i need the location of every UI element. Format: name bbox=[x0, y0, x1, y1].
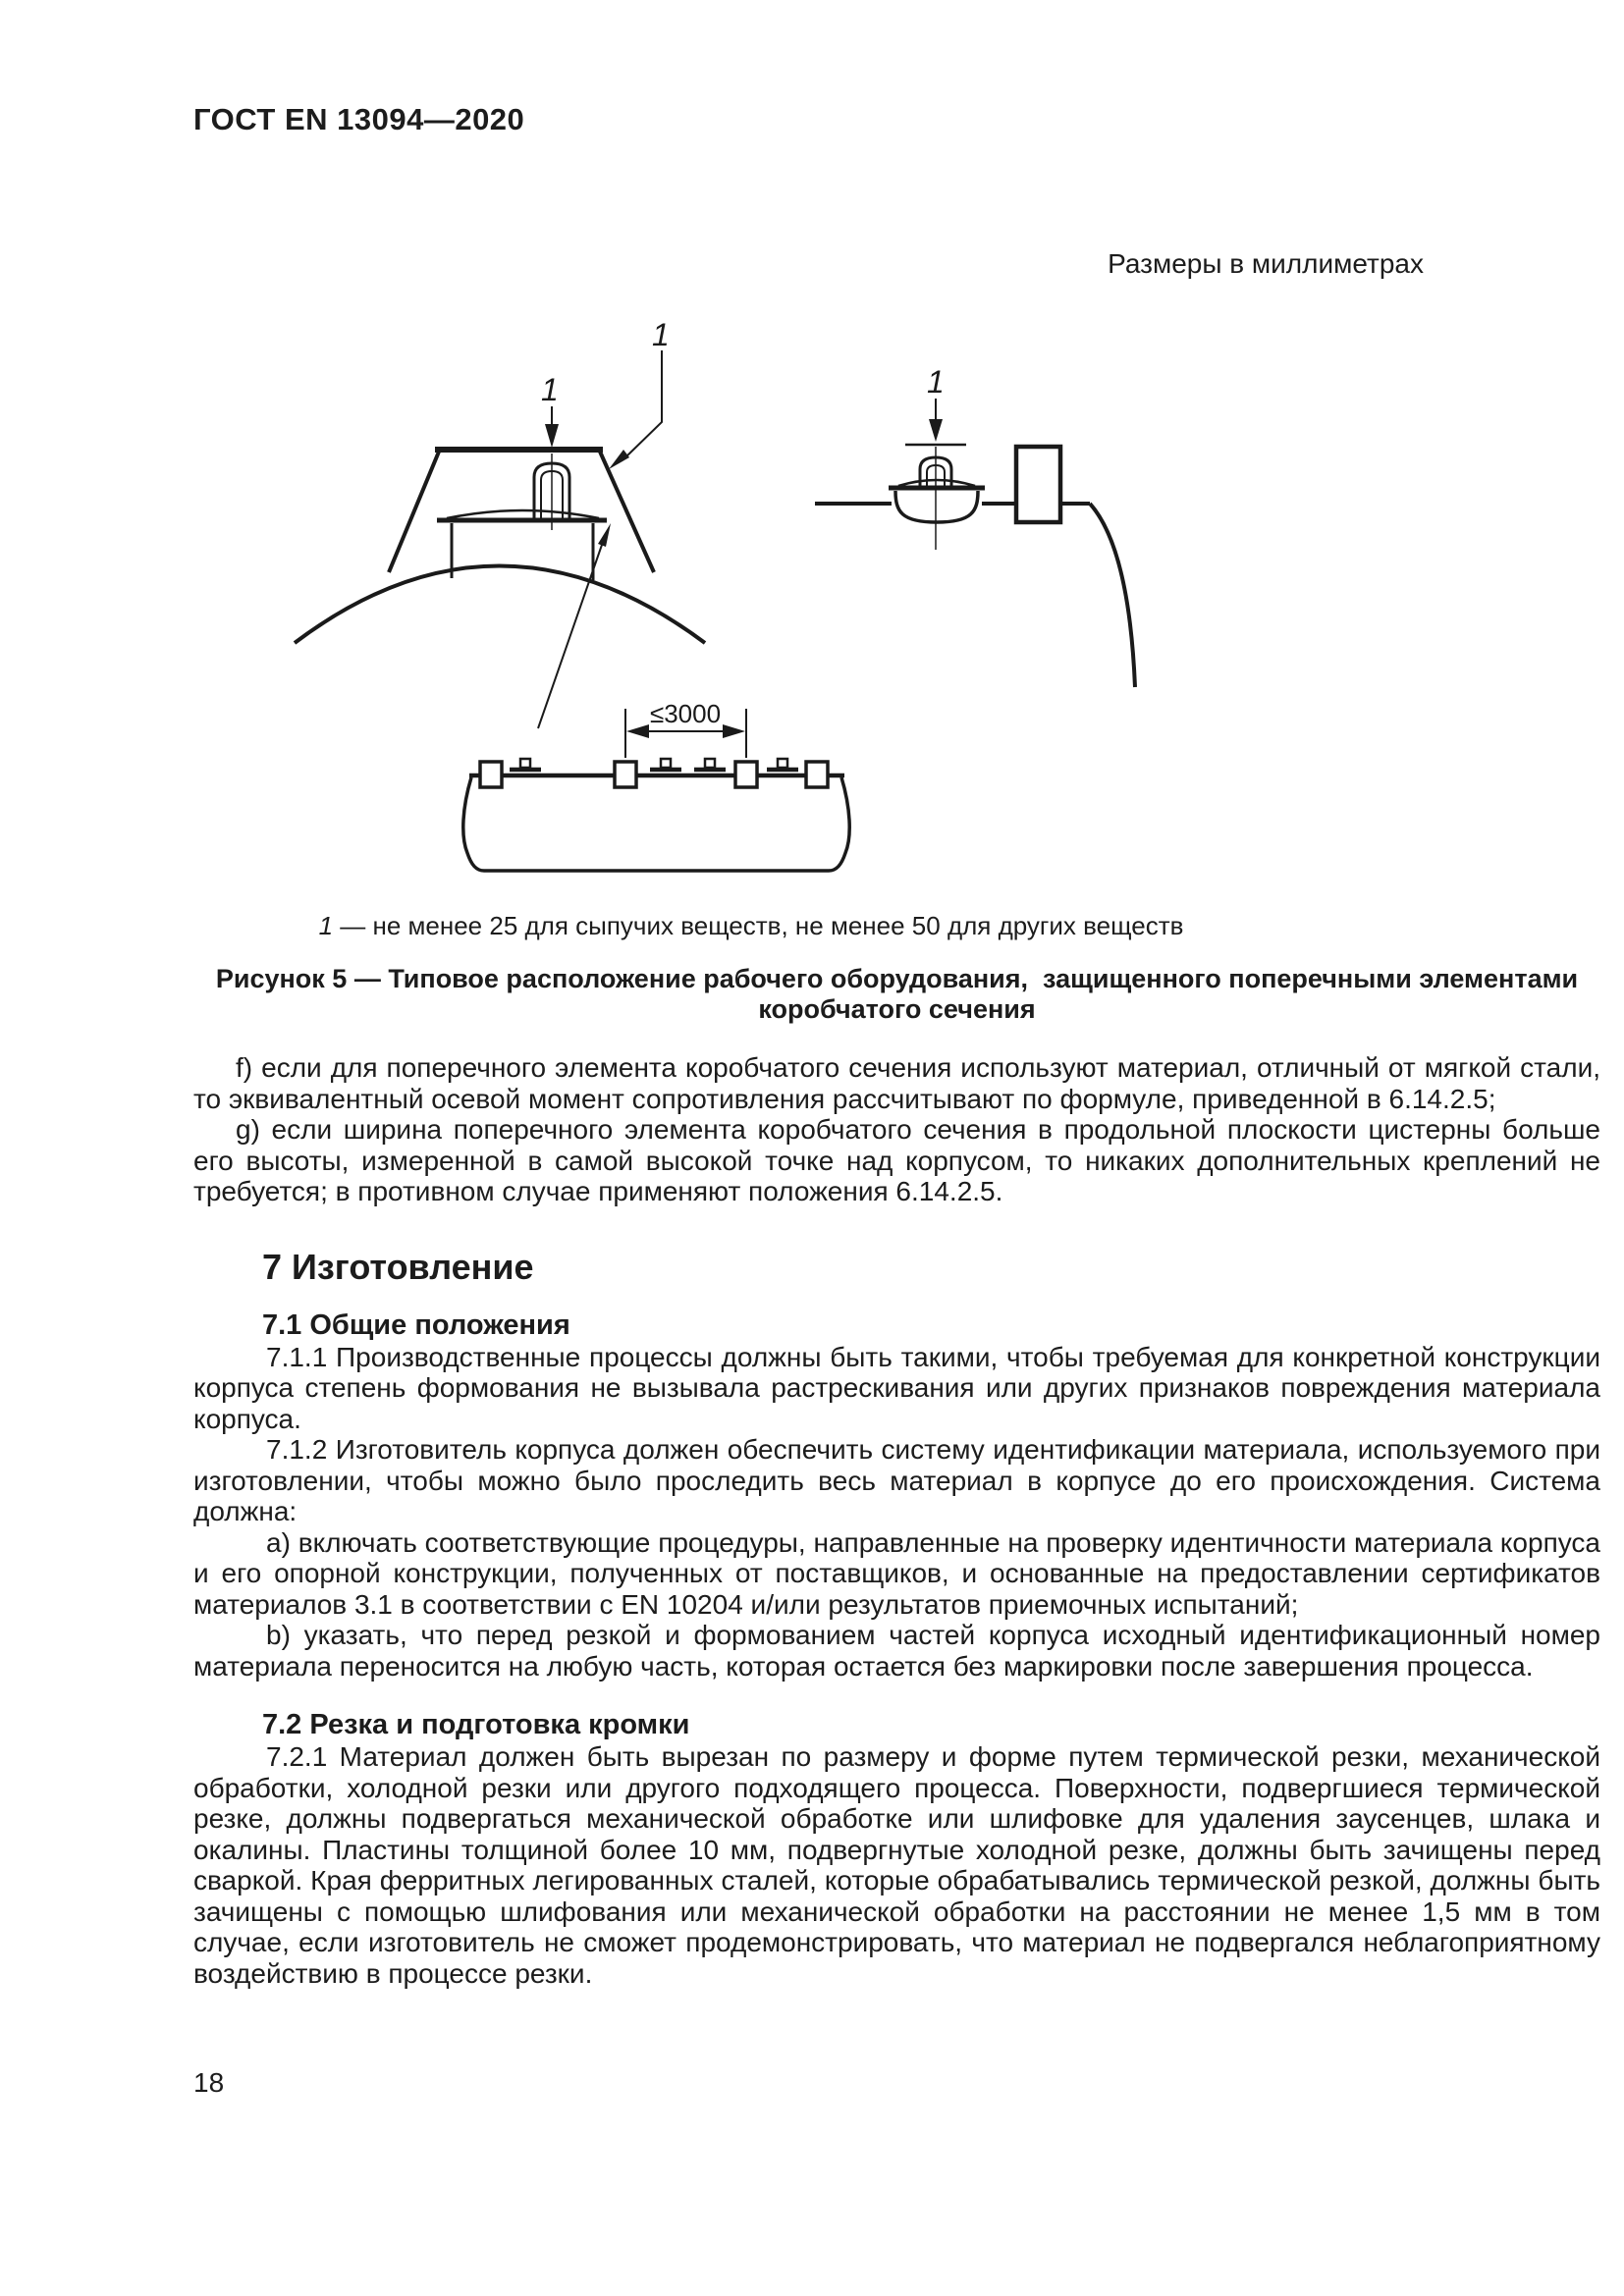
document-body bbox=[193, 1052, 1600, 1989]
figure-caption bbox=[193, 964, 1600, 1025]
figure-footnote bbox=[147, 911, 1355, 941]
figure-caption-line1: Рисунок 5 — Типовое расположение рабочего оборудования, защищенного поперечными элементами bbox=[215, 964, 1579, 993]
list-item-a: a) включать соответствующие процедуры, направленные на проверку идентичности материала корпуса и его опорной конструкции, полученных от поставщиков, и основанные на предоставлении сертификатов материалов 3.1 в соответствии с EN 10204 и/или результатов приемочных испытаний; bbox=[193, 1526, 1600, 1620]
arrowhead-icon bbox=[929, 419, 943, 442]
arrowhead-icon bbox=[598, 523, 611, 547]
service-fitting bbox=[694, 759, 726, 770]
tank-layout-drawing bbox=[463, 699, 849, 871]
callout-1-side: 1 bbox=[927, 364, 945, 400]
tank-cross-section-drawing bbox=[295, 317, 705, 728]
list-item-f: f) если для поперечного элемента коробчатого сечения используют материал, отличный от мягкой стали, то эквивалентный осевой момент сопротивления рассчитывают по формуле, приведенной в 6.14.2.5; bbox=[193, 1052, 1600, 1114]
section-7-2-heading: 7.2 Резка и подготовка кромки bbox=[262, 1709, 690, 1740]
list-item-b: b) указать, что перед резкой и формованием частей корпуса исходный идентификационный номер материала переносится на любую часть, которая остается без маркировки после завершения процесса. bbox=[193, 1620, 1600, 1682]
leader-line bbox=[538, 545, 602, 728]
section-7-1-heading: 7.1 Общие положения bbox=[262, 1308, 570, 1341]
arrowhead-icon bbox=[545, 424, 559, 448]
callout-1-right: 1 bbox=[652, 317, 670, 352]
list-item-g: g) если ширина поперечного элемента коробчатого сечения в продольной плоскости цистерны больше его высоты, измеренной в самой высокой точке над корпусом, то никаких дополнительных креплений не требуется; в противном случае применяют положения 6.14.2.5. bbox=[193, 1114, 1600, 1206]
leader-line bbox=[626, 350, 662, 456]
footnote-ref: 1 bbox=[318, 911, 334, 940]
service-fitting bbox=[510, 759, 541, 770]
footnote-text: — не менее 25 для сыпучих веществ, не менее 50 для других веществ bbox=[340, 911, 1184, 940]
service-fitting bbox=[767, 759, 798, 770]
arrowhead-icon bbox=[626, 724, 649, 738]
arrowhead-icon bbox=[609, 450, 629, 469]
box-section-member bbox=[1016, 447, 1060, 522]
tank-side-detail-drawing bbox=[815, 364, 1135, 687]
standard-designation: ГОСТ EN 13094—2020 bbox=[193, 102, 525, 136]
box-section-member bbox=[806, 762, 828, 787]
paragraph-7-2-1: 7.2.1 Материал должен быть вырезан по размеру и форме путем термической резки, механической обработки, холодной резки или другого подходящего процесса. Поверхности, подвергшиеся термической резке, должны подвергаться механической обработке или шлифовке для удаления заусенцев, шлака и окалины. Пластины толщиной более 10 мм, подвергнутые холодной резке, должны быть зачищены перед сваркой. Края ферритных легированных сталей, которые обрабатывались термической резкой, должны быть зачищены с помощью шлифования или механической обработки на расстоянии не менее 1,5 мм в том случае, если изготовитель не сможет продемонстрировать, что материал не подвергался неблагоприятному воздействию в процессе резки. bbox=[193, 1741, 1600, 1989]
figure-caption-line2: коробчатого сечения bbox=[758, 994, 1036, 1024]
box-section-member bbox=[735, 762, 757, 787]
service-fitting bbox=[650, 759, 681, 770]
paragraph-7-1-2: 7.1.2 Изготовитель корпуса должен обеспечить систему идентификации материала, используемого при изготовлении, чтобы можно было проследить весь материал в корпусе до его происхождения. Система должна: bbox=[193, 1434, 1600, 1526]
callout-1-left: 1 bbox=[541, 372, 559, 407]
section-7-heading: 7 Изготовление bbox=[262, 1246, 534, 1287]
box-section-member bbox=[480, 762, 502, 787]
figure-5-drawing bbox=[0, 294, 1624, 962]
paragraph-7-1-1: 7.1.1 Производственные процессы должны быть такими, чтобы требуемая для конкретной конструкции корпуса степень формования не вызывала растрескивания или других признаков повреждения материала корпуса. bbox=[193, 1341, 1600, 1434]
page-number: 18 bbox=[193, 2067, 225, 2098]
dimension-value: ≤3000 bbox=[649, 699, 722, 728]
arrowhead-icon bbox=[723, 724, 745, 738]
dimensions-units-note: Размеры в миллиметрах bbox=[1108, 248, 1424, 279]
box-section-member bbox=[615, 762, 636, 787]
